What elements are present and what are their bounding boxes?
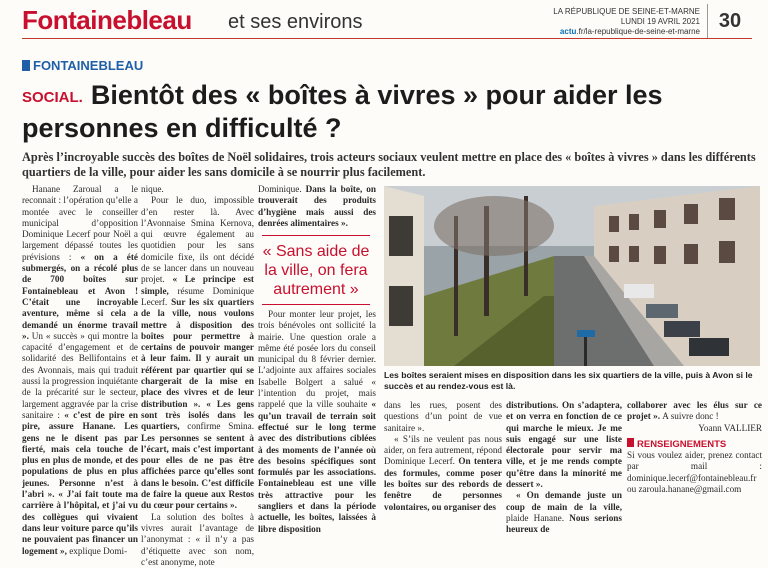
standfirst: Après l’incroyable succès des boîtes de Noël solidaires, trois acteurs sociaux veulent mettre en place des « boîtes à vivres » dans les différents quartiers de la ville, pour aider les sans domicile à se nourrir plus facilement. <box>22 150 756 179</box>
street-illustration <box>384 186 760 366</box>
rubric: FONTAINEBLEAU <box>22 58 143 73</box>
article-column-3: Dominique. Dans la boîte, on trouverait des produits d’hygiène mais aussi des denrées alimentaires ». <box>258 184 376 228</box>
info-text: Si vous voulez aider, prenez contact par mail : dominique.lecerf@fontainebleau.fr ou zaroula.hanane@gmail.com <box>627 450 762 495</box>
masthead <box>22 4 752 39</box>
square-bullet-icon <box>22 60 30 71</box>
square-bullet-icon <box>627 438 634 447</box>
section-subtitle: et ses environs <box>228 11 363 33</box>
masthead-info <box>553 7 700 37</box>
author-byline: Yoann VALLIER <box>698 422 762 433</box>
headline <box>22 80 762 144</box>
page-number: 30 <box>707 4 752 38</box>
street-photo <box>384 186 760 366</box>
article-column-2: nique. Pour le duo, impossible d’en rester là. Avec l’Avonnaise Smina Kernova, qui œuvre également au quotidien pour les sans domicile fixe, ils ont décidé de se lancer dans un nouveau projet. « Le principe est simple, résume Dominique Lecerf. Sur les six quartiers de la ville, nous voulons mettre à disposition des boîtes pour permettre à certains de pouvoir manger à leur faim. Il y aurait un référent par quartier qui se chargerait de la mise en place des vivres et de leur distribution ». « Les gens sont très isolés dans les quartiers, confirme Smina. Les personnes se sentent à l’écart, mais c’est important pour elles de ne pas être affichées parce qu’elles sont dans le besoin. C’est difficile de faire la queue aux Restos du cœur pour certains ». La solution des boîtes à vivres aurait l’avantage de l’anonymat : « il n’y a pas d’étiquette avec son nom, c’est anonyme, note <box>141 184 254 567</box>
kicker: SOCIAL. <box>22 89 83 106</box>
newspaper-name: LA RÉPUBLIQUE DE SEINE-ET-MARNE <box>553 7 700 16</box>
article-column-4: dans les rues, posent des questions d’un point de vue sanitaire ». « S’ils ne veulent pas nous aider, on fera autrement, répond Dominique Lecerf. On tentera des formules, comme poser les boîtes sur des rebords de fenêtre de personnes volontaires, ou organiser des <box>384 400 503 512</box>
pull-quote-box <box>262 235 370 305</box>
photo-caption: Les boîtes seraient mises en disposition dans les six quartiers de la ville, puis à Avon si le succès et au rendez-vous est là. <box>384 370 753 391</box>
article-column-6: collaborer avec les élus sur ce projet ». A suivre donc ! Yoann VALLIER RENSEIGNEMENTS Si vous voulez aider, prenez contact par mail : dominique.lecerf@fontainebleau.fr ou zaroula.hanane@gmail.com <box>627 400 762 495</box>
pull-quote: « Sans aide de la ville, on fera autrement » <box>262 243 370 298</box>
section-title: Fontainebleau <box>22 5 192 35</box>
article-column-3-continued: Pour monter leur projet, les trois bénévoles ont sollicité la mairie. Une question orale a même été posée lors du conseil municipal du 8 février dernier. L’adjointe aux affaires sociales Isabelle Bolgert a salué « l’intention du projet, mais rappelé que la ville souhaite « qu’un travail de terrain soit effectué sur le long terme avec des distributions ciblées à des moments de l’année où des besoins spécifiques sont formulés par les associations. Fontainebleau est une ville très attractive pour les sangliers et dans la période actuelle, les boîtes, laissées à libre disposition <box>258 309 376 534</box>
headline-text: Bientôt des « boîtes à vivres » pour aider les personnes en difficulté ? <box>22 80 663 143</box>
info-heading: RENSEIGNEMENTS <box>627 438 762 450</box>
website-url[interactable]: actu.fr/la-republique-de-seine-et-marne <box>559 27 700 36</box>
article-column-5: distributions. On s’adaptera, et on verra en fonction de ce qui marche le mieux. Je me suis engagé sur une liste électorale pour servir ma ville, et je me rends compte qu’être dans la minorité me dessert ». « On demande juste un coup de main de la ville, plaide Hanane. Nous serions heureux de <box>506 400 622 535</box>
issue-date: LUNDI 19 AVRIL 2021 <box>620 17 700 26</box>
article-column-1: Hanane Zaroual a le reconnait : l’opération qu’elle a montée avec le conseiller municipal d’opposition Dominique Lecerf pour Noël a largement dépassé toutes les prévisions : « on a été submergés, on a récolé plus de 700 boîtes sur Fontainebleau et Avon ! C’était une incroyable aventure, même si cela a demandé un énorme travail ». Un « succès » qui montre la capacité d’engagement et de solidarité des Bellifontains et des Avonnais, mais qui traduit aussi la progression inquiétante de la précarité sur le secteur, largement aggravée par la crise sanitaire : « c’est de pire en pire, assure Hanane. Les gens ne le disent pas par fierté, mais cela touche de plus en plus de monde, et des populations de plus en plus jeunes. Personne n’est à l’abri ». « J’ai fait toute ma carrière à l’hôpital, et j’ai vu des collègues qui vivaient dans leur voiture parce qu’ils ne pouvaient pas financer un logement », explique Domi- <box>22 184 138 556</box>
